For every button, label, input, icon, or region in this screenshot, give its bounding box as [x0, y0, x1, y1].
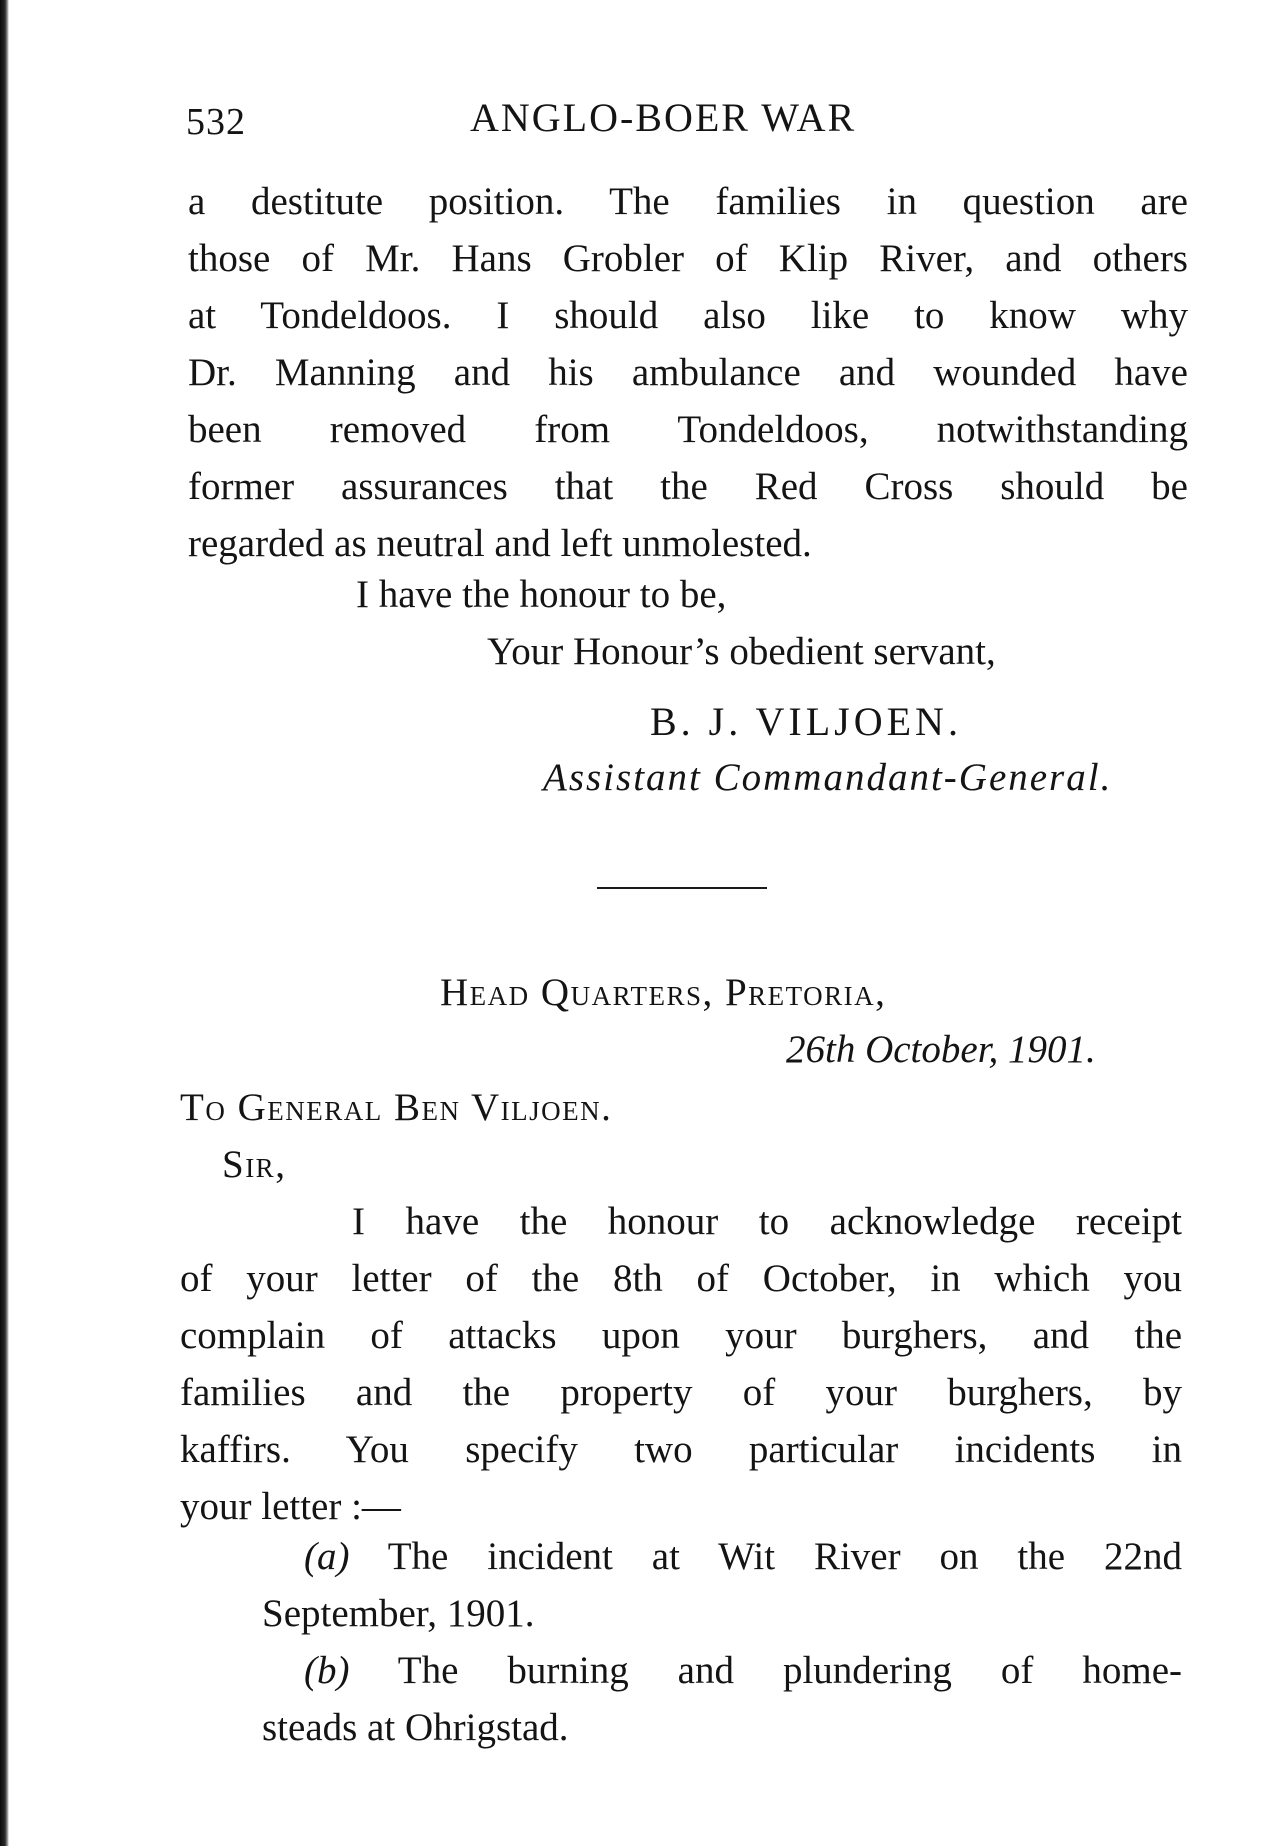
text-line: been removed from Tondeldoos, notwithstanding	[188, 408, 1188, 451]
text-line: regarded as neutral and left unmolested.	[188, 522, 812, 565]
list-item	[262, 1528, 1182, 1585]
letter2-addressee: To General Ben Viljoen.	[180, 1086, 613, 1129]
closing-line-2: Your Honour’s obedient servant,	[487, 630, 996, 673]
text-line: families and the property of your burghers, by	[180, 1371, 1182, 1414]
text-line: at Tondeldoos. I should also like to know why	[188, 294, 1188, 337]
letter2-place: Head Quarters, Pretoria,	[440, 971, 887, 1014]
item-text: The burning and plundering of home-	[349, 1649, 1182, 1692]
letter2-date: 26th October, 1901.	[786, 1028, 1096, 1071]
text-line: your letter :—	[180, 1485, 401, 1528]
signatory-title: Assistant Commandant-General.	[543, 756, 1113, 799]
text-line: complain of attacks upon your burghers, and the	[180, 1314, 1182, 1357]
text-line: a destitute position. The families in question are	[188, 180, 1188, 223]
item-marker: (a)	[304, 1535, 350, 1578]
running-head: ANGLO-BOER WAR	[470, 95, 857, 140]
section-divider	[597, 887, 767, 889]
letter2-body	[180, 1193, 1182, 1535]
signature: B. J. VILJOEN.	[650, 699, 962, 744]
list-item-continuation: steads at Ohrigstad.	[262, 1706, 569, 1749]
text-line: Dr. Manning and his ambulance and wounded have	[188, 351, 1188, 394]
text-line: kaffirs. You specify two particular incidents in	[180, 1428, 1182, 1471]
page-number: 532	[186, 101, 246, 143]
text-line: former assurances that the Red Cross should be	[188, 465, 1188, 508]
page-header	[180, 92, 1180, 152]
list-item	[262, 1642, 1182, 1699]
list-item-continuation: September, 1901.	[262, 1592, 535, 1635]
text-line: I have the honour to acknowledge receipt	[352, 1200, 1182, 1243]
text-line: those of Mr. Hans Grobler of Klip River, and others	[188, 237, 1188, 280]
incident-list	[262, 1528, 1182, 1756]
letter2-salutation: Sir,	[222, 1143, 287, 1186]
item-marker: (b)	[304, 1649, 350, 1692]
text-line: of your letter of the 8th of October, in which you	[180, 1257, 1182, 1300]
letter1-body	[188, 173, 1188, 572]
item-text: The incident at Wit River on the 22nd	[349, 1535, 1182, 1578]
closing-line-1: I have the honour to be,	[356, 573, 727, 616]
